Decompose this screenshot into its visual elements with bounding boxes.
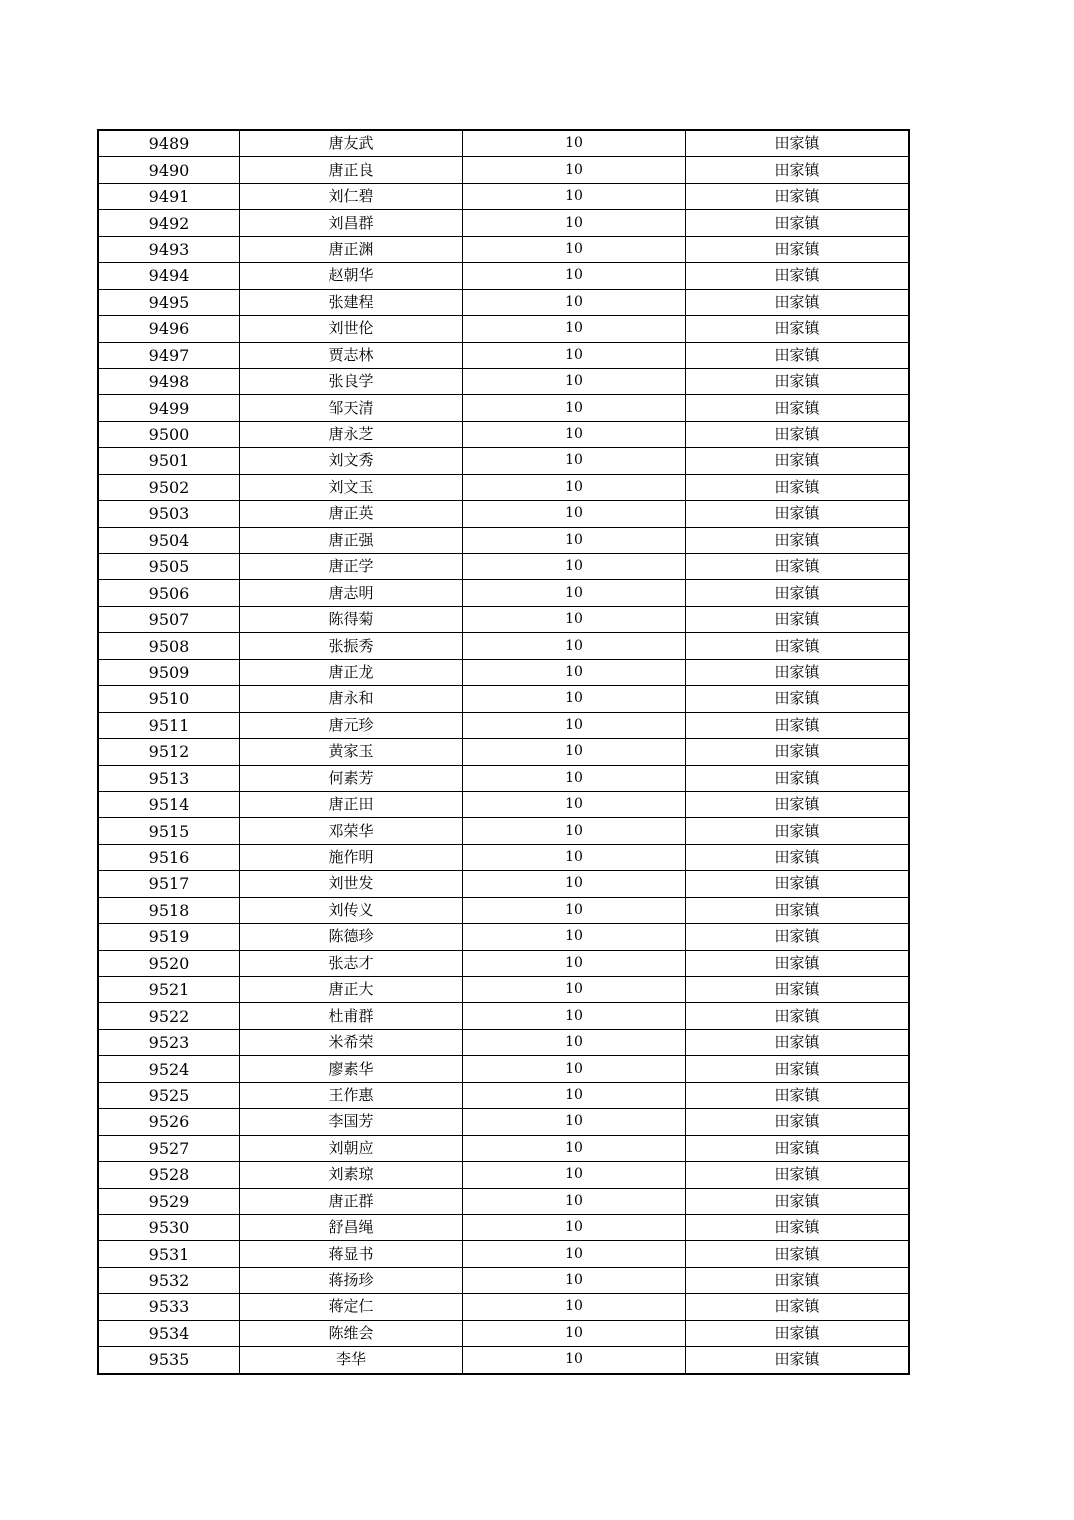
table-row: [98, 818, 909, 844]
table-row: [98, 686, 909, 712]
table-row: [98, 236, 909, 262]
amount-cell: 10: [463, 686, 686, 712]
town-cell: 田家镇: [686, 1294, 910, 1320]
person-name-cell: 施作明: [240, 844, 463, 870]
person-name-cell: 陈德珍: [240, 924, 463, 950]
amount-cell: 10: [463, 316, 686, 342]
amount-cell: 10: [463, 501, 686, 527]
person-name-cell: 张建程: [240, 289, 463, 315]
row-number-cell: 9500: [98, 421, 240, 447]
row-number-cell: 9528: [98, 1162, 240, 1188]
row-number-cell: 9521: [98, 977, 240, 1003]
town-cell: 田家镇: [686, 871, 910, 897]
row-number-cell: 9516: [98, 844, 240, 870]
person-name-cell: 蒋扬珍: [240, 1267, 463, 1293]
row-number-cell: 9520: [98, 950, 240, 976]
row-number-cell: 9494: [98, 263, 240, 289]
row-number-cell: 9519: [98, 924, 240, 950]
table-row: [98, 897, 909, 923]
town-cell: 田家镇: [686, 157, 910, 183]
town-cell: 田家镇: [686, 1188, 910, 1214]
row-number-cell: 9517: [98, 871, 240, 897]
amount-cell: 10: [463, 871, 686, 897]
table-row: [98, 421, 909, 447]
town-cell: 田家镇: [686, 686, 910, 712]
table-row: [98, 1135, 909, 1161]
table-row: [98, 263, 909, 289]
table-row: [98, 844, 909, 870]
person-name-cell: 何素芳: [240, 765, 463, 791]
amount-cell: 10: [463, 1029, 686, 1055]
person-name-cell: 邓荣华: [240, 818, 463, 844]
person-name-cell: 米希荣: [240, 1029, 463, 1055]
amount-cell: 10: [463, 368, 686, 394]
row-number-cell: 9514: [98, 791, 240, 817]
row-number-cell: 9504: [98, 527, 240, 553]
row-number-cell: 9513: [98, 765, 240, 791]
table-row: [98, 1162, 909, 1188]
row-number-cell: 9496: [98, 316, 240, 342]
row-number-cell: 9512: [98, 739, 240, 765]
table-row: [98, 871, 909, 897]
town-cell: 田家镇: [686, 659, 910, 685]
town-cell: 田家镇: [686, 395, 910, 421]
town-cell: 田家镇: [686, 527, 910, 553]
amount-cell: 10: [463, 633, 686, 659]
amount-cell: 10: [463, 448, 686, 474]
town-cell: 田家镇: [686, 818, 910, 844]
table-row: [98, 474, 909, 500]
person-name-cell: 唐正田: [240, 791, 463, 817]
amount-cell: 10: [463, 130, 686, 157]
town-cell: 田家镇: [686, 1267, 910, 1293]
amount-cell: 10: [463, 739, 686, 765]
row-number-cell: 9526: [98, 1109, 240, 1135]
table-row: [98, 342, 909, 368]
person-name-cell: 陈得菊: [240, 606, 463, 632]
amount-cell: 10: [463, 1162, 686, 1188]
town-cell: 田家镇: [686, 342, 910, 368]
table-row: [98, 1082, 909, 1108]
person-name-cell: 唐永和: [240, 686, 463, 712]
town-cell: 田家镇: [686, 897, 910, 923]
amount-cell: 10: [463, 1214, 686, 1240]
table-row: [98, 395, 909, 421]
person-name-cell: 唐友武: [240, 130, 463, 157]
row-number-cell: 9522: [98, 1003, 240, 1029]
person-name-cell: 李华: [240, 1347, 463, 1374]
person-name-cell: 唐正群: [240, 1188, 463, 1214]
town-cell: 田家镇: [686, 1347, 910, 1374]
person-name-cell: 唐正大: [240, 977, 463, 1003]
row-number-cell: 9509: [98, 659, 240, 685]
table-row: [98, 1214, 909, 1240]
person-name-cell: 刘世发: [240, 871, 463, 897]
amount-cell: 10: [463, 659, 686, 685]
roster-table-body: [98, 130, 909, 1374]
table-row: [98, 606, 909, 632]
table-row: [98, 368, 909, 394]
table-row: [98, 977, 909, 1003]
town-cell: 田家镇: [686, 289, 910, 315]
person-name-cell: 刘仁碧: [240, 183, 463, 209]
row-number-cell: 9515: [98, 818, 240, 844]
amount-cell: 10: [463, 765, 686, 791]
town-cell: 田家镇: [686, 844, 910, 870]
person-name-cell: 唐正英: [240, 501, 463, 527]
person-name-cell: 张良学: [240, 368, 463, 394]
town-cell: 田家镇: [686, 130, 910, 157]
town-cell: 田家镇: [686, 580, 910, 606]
row-number-cell: 9508: [98, 633, 240, 659]
row-number-cell: 9492: [98, 210, 240, 236]
row-number-cell: 9507: [98, 606, 240, 632]
amount-cell: 10: [463, 606, 686, 632]
person-name-cell: 唐志明: [240, 580, 463, 606]
town-cell: 田家镇: [686, 448, 910, 474]
town-cell: 田家镇: [686, 183, 910, 209]
amount-cell: 10: [463, 183, 686, 209]
amount-cell: 10: [463, 342, 686, 368]
person-name-cell: 黄家玉: [240, 739, 463, 765]
person-name-cell: 张志才: [240, 950, 463, 976]
row-number-cell: 9530: [98, 1214, 240, 1240]
amount-cell: 10: [463, 712, 686, 738]
table-row: [98, 527, 909, 553]
row-number-cell: 9518: [98, 897, 240, 923]
amount-cell: 10: [463, 791, 686, 817]
town-cell: 田家镇: [686, 950, 910, 976]
row-number-cell: 9498: [98, 368, 240, 394]
person-name-cell: 李国芳: [240, 1109, 463, 1135]
row-number-cell: 9497: [98, 342, 240, 368]
row-number-cell: 9511: [98, 712, 240, 738]
town-cell: 田家镇: [686, 263, 910, 289]
row-number-cell: 9533: [98, 1294, 240, 1320]
table-row: [98, 924, 909, 950]
town-cell: 田家镇: [686, 791, 910, 817]
row-number-cell: 9489: [98, 130, 240, 157]
amount-cell: 10: [463, 1188, 686, 1214]
table-row: [98, 580, 909, 606]
town-cell: 田家镇: [686, 739, 910, 765]
amount-cell: 10: [463, 844, 686, 870]
table-row: [98, 316, 909, 342]
town-cell: 田家镇: [686, 236, 910, 262]
town-cell: 田家镇: [686, 501, 910, 527]
amount-cell: 10: [463, 1241, 686, 1267]
town-cell: 田家镇: [686, 977, 910, 1003]
table-row: [98, 633, 909, 659]
amount-cell: 10: [463, 554, 686, 580]
town-cell: 田家镇: [686, 1056, 910, 1082]
table-row: [98, 1320, 909, 1346]
table-row: [98, 950, 909, 976]
town-cell: 田家镇: [686, 1162, 910, 1188]
person-name-cell: 杜甫群: [240, 1003, 463, 1029]
row-number-cell: 9529: [98, 1188, 240, 1214]
person-name-cell: 唐元珍: [240, 712, 463, 738]
person-name-cell: 陈维会: [240, 1320, 463, 1346]
person-name-cell: 蒋定仁: [240, 1294, 463, 1320]
person-name-cell: 邹天清: [240, 395, 463, 421]
person-name-cell: 刘昌群: [240, 210, 463, 236]
amount-cell: 10: [463, 580, 686, 606]
row-number-cell: 9490: [98, 157, 240, 183]
table-row: [98, 289, 909, 315]
amount-cell: 10: [463, 1267, 686, 1293]
person-name-cell: 王作惠: [240, 1082, 463, 1108]
row-number-cell: 9527: [98, 1135, 240, 1161]
roster-table: [97, 129, 910, 1375]
table-row: [98, 1267, 909, 1293]
row-number-cell: 9531: [98, 1241, 240, 1267]
amount-cell: 10: [463, 1109, 686, 1135]
person-name-cell: 唐永芝: [240, 421, 463, 447]
table-row: [98, 448, 909, 474]
table-row: [98, 554, 909, 580]
town-cell: 田家镇: [686, 210, 910, 236]
town-cell: 田家镇: [686, 633, 910, 659]
table-row: [98, 1029, 909, 1055]
row-number-cell: 9525: [98, 1082, 240, 1108]
row-number-cell: 9523: [98, 1029, 240, 1055]
town-cell: 田家镇: [686, 474, 910, 500]
amount-cell: 10: [463, 263, 686, 289]
town-cell: 田家镇: [686, 765, 910, 791]
amount-cell: 10: [463, 1347, 686, 1374]
town-cell: 田家镇: [686, 316, 910, 342]
person-name-cell: 刘朝应: [240, 1135, 463, 1161]
amount-cell: 10: [463, 1294, 686, 1320]
town-cell: 田家镇: [686, 1003, 910, 1029]
person-name-cell: 廖素华: [240, 1056, 463, 1082]
row-number-cell: 9505: [98, 554, 240, 580]
amount-cell: 10: [463, 1320, 686, 1346]
town-cell: 田家镇: [686, 421, 910, 447]
row-number-cell: 9535: [98, 1347, 240, 1374]
table-row: [98, 1056, 909, 1082]
person-name-cell: 唐正学: [240, 554, 463, 580]
table-row: [98, 791, 909, 817]
row-number-cell: 9503: [98, 501, 240, 527]
amount-cell: 10: [463, 977, 686, 1003]
row-number-cell: 9534: [98, 1320, 240, 1346]
row-number-cell: 9524: [98, 1056, 240, 1082]
town-cell: 田家镇: [686, 554, 910, 580]
row-number-cell: 9502: [98, 474, 240, 500]
table-row: [98, 739, 909, 765]
amount-cell: 10: [463, 1056, 686, 1082]
amount-cell: 10: [463, 924, 686, 950]
town-cell: 田家镇: [686, 1029, 910, 1055]
person-name-cell: 刘传义: [240, 897, 463, 923]
table-row: [98, 1241, 909, 1267]
person-name-cell: 刘世伦: [240, 316, 463, 342]
amount-cell: 10: [463, 474, 686, 500]
table-row: [98, 501, 909, 527]
amount-cell: 10: [463, 950, 686, 976]
amount-cell: 10: [463, 157, 686, 183]
person-name-cell: 贾志林: [240, 342, 463, 368]
town-cell: 田家镇: [686, 1320, 910, 1346]
table-row: [98, 210, 909, 236]
amount-cell: 10: [463, 1003, 686, 1029]
person-name-cell: 张振秀: [240, 633, 463, 659]
row-number-cell: 9495: [98, 289, 240, 315]
amount-cell: 10: [463, 527, 686, 553]
row-number-cell: 9499: [98, 395, 240, 421]
town-cell: 田家镇: [686, 712, 910, 738]
table-row: [98, 1294, 909, 1320]
amount-cell: 10: [463, 897, 686, 923]
amount-cell: 10: [463, 236, 686, 262]
amount-cell: 10: [463, 289, 686, 315]
row-number-cell: 9491: [98, 183, 240, 209]
person-name-cell: 唐正龙: [240, 659, 463, 685]
row-number-cell: 9506: [98, 580, 240, 606]
amount-cell: 10: [463, 818, 686, 844]
table-row: [98, 1003, 909, 1029]
table-row: [98, 1109, 909, 1135]
table-row: [98, 712, 909, 738]
row-number-cell: 9532: [98, 1267, 240, 1293]
person-name-cell: 刘文玉: [240, 474, 463, 500]
town-cell: 田家镇: [686, 1109, 910, 1135]
table-row: [98, 157, 909, 183]
row-number-cell: 9501: [98, 448, 240, 474]
amount-cell: 10: [463, 210, 686, 236]
table-row: [98, 765, 909, 791]
person-name-cell: 刘文秀: [240, 448, 463, 474]
person-name-cell: 唐正强: [240, 527, 463, 553]
table-row: [98, 130, 909, 157]
table-row: [98, 183, 909, 209]
town-cell: 田家镇: [686, 924, 910, 950]
amount-cell: 10: [463, 1135, 686, 1161]
person-name-cell: 舒昌绳: [240, 1214, 463, 1240]
table-row: [98, 1347, 909, 1374]
amount-cell: 10: [463, 1082, 686, 1108]
person-name-cell: 刘素琼: [240, 1162, 463, 1188]
table-row: [98, 659, 909, 685]
town-cell: 田家镇: [686, 1082, 910, 1108]
amount-cell: 10: [463, 421, 686, 447]
town-cell: 田家镇: [686, 1135, 910, 1161]
town-cell: 田家镇: [686, 606, 910, 632]
table-row: [98, 1188, 909, 1214]
person-name-cell: 唐正良: [240, 157, 463, 183]
person-name-cell: 赵朝华: [240, 263, 463, 289]
row-number-cell: 9510: [98, 686, 240, 712]
town-cell: 田家镇: [686, 1214, 910, 1240]
town-cell: 田家镇: [686, 1241, 910, 1267]
town-cell: 田家镇: [686, 368, 910, 394]
amount-cell: 10: [463, 395, 686, 421]
person-name-cell: 蒋显书: [240, 1241, 463, 1267]
person-name-cell: 唐正渊: [240, 236, 463, 262]
row-number-cell: 9493: [98, 236, 240, 262]
